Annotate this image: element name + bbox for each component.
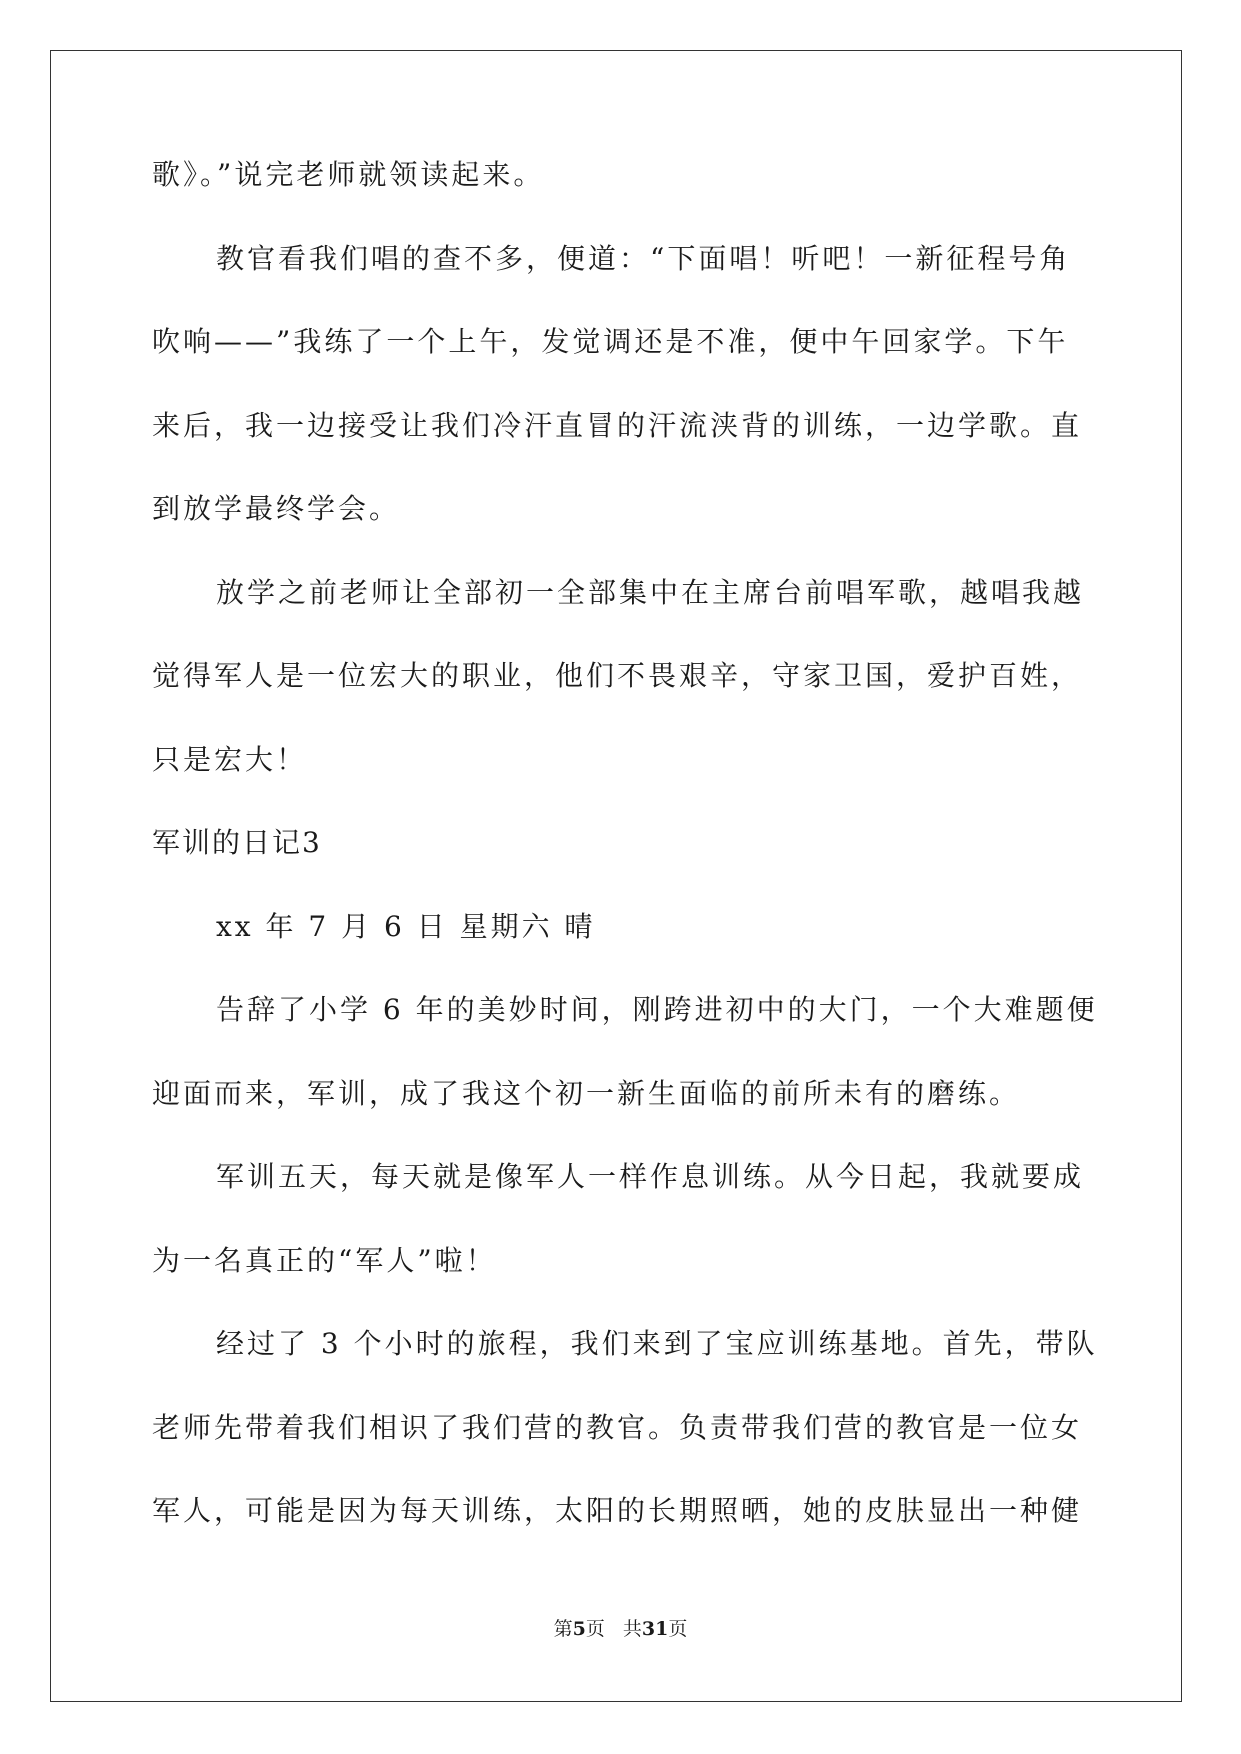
text-line: 经过了 3 个小时的旅程，我们来到了宝应训练基地。首先，带队 <box>216 1327 1098 1360</box>
text-line: 来后，我一边接受让我们冷汗直冒的汗流浃背的训练，一边学歌。直 <box>152 408 1083 442</box>
total-prefix: 共 <box>622 1618 642 1640</box>
page-number: 5 <box>572 1618 586 1640</box>
document-body <box>152 158 1098 1580</box>
total-suffix: 页 <box>668 1618 688 1640</box>
page-suffix: 页 <box>585 1618 605 1640</box>
page-prefix: 第 <box>553 1618 573 1640</box>
text-line: 吹响——”我练了一个上午，发觉调还是不准，便中午回家学。下午 <box>152 325 1069 358</box>
total-pages: 31 <box>641 1618 669 1640</box>
text-line: 老师先带着我们相识了我们营的教官。负责带我们营的教官是一位女 <box>152 1410 1083 1444</box>
text-line: 到放学最终学会。 <box>152 492 401 525</box>
text-line: 放学之前老师让全部初一全部集中在主席台前唱军歌，越唱我越 <box>216 575 1085 609</box>
text-line: 迎面而来，军训，成了我这个初一新生面临的前所未有的磨练。 <box>152 1076 1021 1110</box>
text-line: 教官看我们唱的查不多，便道：“下面唱！听吧！一新征程号角 <box>216 241 1071 275</box>
text-line: 军人，可能是因为每天训练，太阳的长期照晒，她的皮肤显出一种健 <box>152 1494 1083 1527</box>
text-line: 只是宏大！ <box>152 742 308 776</box>
section-heading: 军训的日记3 <box>152 826 322 859</box>
diary-date-line: xx 年 7 月 6 日 星期六 晴 <box>216 909 596 943</box>
page-footer <box>0 1618 1241 1640</box>
text-line: 觉得军人是一位宏大的职业，他们不畏艰辛，守家卫国，爱护百姓， <box>152 659 1083 692</box>
text-line: 军训五天，每天就是像军人一样作息训练。从今日起，我就要成 <box>216 1160 1085 1193</box>
text-line: 歌》。”说完老师就领读起来。 <box>152 158 545 191</box>
text-line: 为一名真正的“军人”啦！ <box>152 1243 497 1277</box>
text-line: 告辞了小学 6 年的美妙时间，刚跨进初中的大门，一个大难题便 <box>216 993 1098 1026</box>
